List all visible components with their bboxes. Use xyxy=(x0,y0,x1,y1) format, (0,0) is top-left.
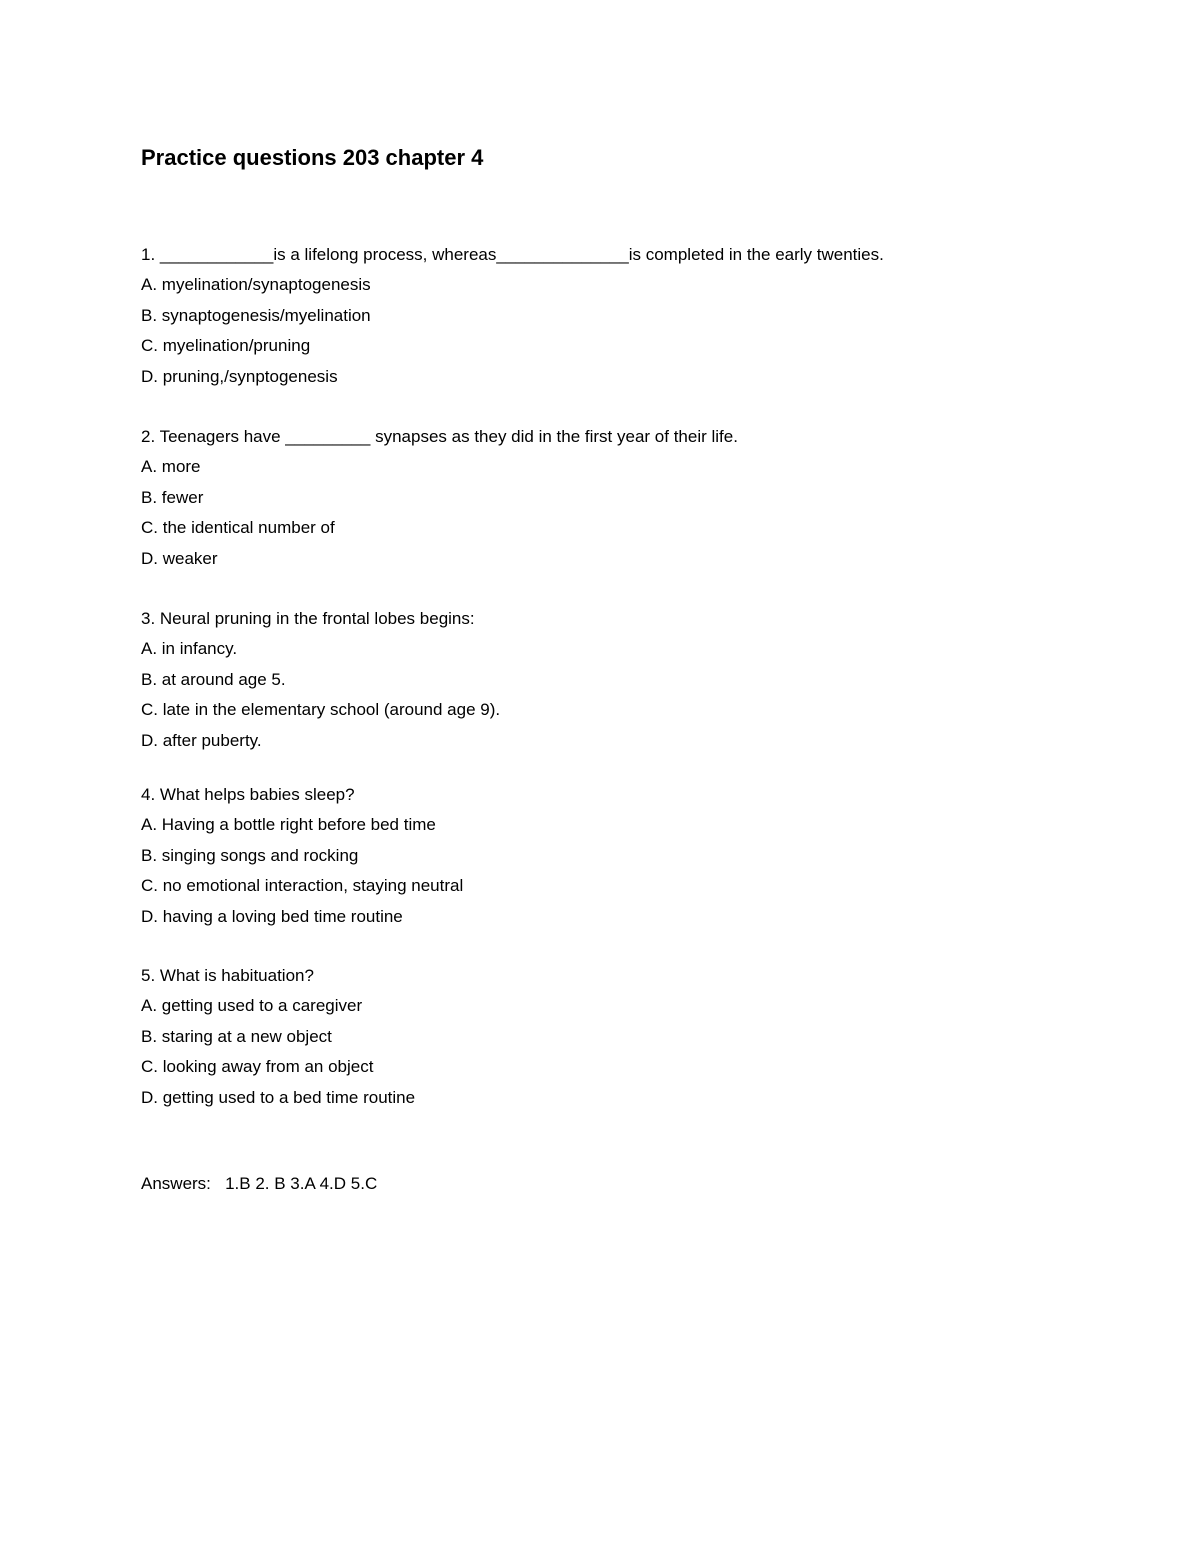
option-c: C. myelination/pruning xyxy=(141,336,311,356)
option-c: C. looking away from an object xyxy=(141,1057,374,1077)
option-b: B. fewer xyxy=(141,487,204,507)
option-a: A. in infancy. xyxy=(141,639,238,659)
option-b: B. singing songs and rocking xyxy=(141,845,359,865)
option-d: D. pruning,/synptogenesis xyxy=(141,366,338,386)
option-b: B. staring at a new object xyxy=(141,1026,332,1046)
option-b: B. synaptogenesis/myelination xyxy=(141,305,371,325)
question-stem: 1. ____________is a lifelong process, whereas______________is completed in the early twenties. xyxy=(141,245,884,264)
option-d: D. getting used to a bed time routine xyxy=(141,1087,416,1107)
question-3 xyxy=(141,604,1141,756)
option-b: B. at around age 5. xyxy=(141,669,286,689)
question-stem: 4. What helps babies sleep? xyxy=(141,785,355,804)
question-4 xyxy=(141,780,1141,932)
page-title: Practice questions 203 chapter 4 xyxy=(141,145,484,170)
option-c: C. the identical number of xyxy=(141,518,335,538)
option-a: A. more xyxy=(141,457,201,477)
option-d: D. having a loving bed time routine xyxy=(141,906,403,926)
question-1 xyxy=(141,240,1141,392)
answer-key: Answers: 1.B 2. B 3.A 4.D 5.C xyxy=(141,1174,378,1193)
option-c: C. late in the elementary school (around age 9). xyxy=(141,700,501,720)
question-stem: 5. What is habituation? xyxy=(141,966,314,985)
option-c: C. no emotional interaction, staying neutral xyxy=(141,876,464,896)
option-a: A. myelination/synaptogenesis xyxy=(141,275,371,295)
option-a: A. Having a bottle right before bed time xyxy=(141,815,436,835)
option-d: D. after puberty. xyxy=(141,730,262,750)
question-2 xyxy=(141,422,1141,574)
option-a: A. getting used to a caregiver xyxy=(141,996,363,1016)
option-d: D. weaker xyxy=(141,548,218,568)
question-stem: 3. Neural pruning in the frontal lobes begins: xyxy=(141,609,475,628)
question-5 xyxy=(141,961,1141,1113)
question-stem: 2. Teenagers have _________ synapses as they did in the first year of their life. xyxy=(141,427,738,446)
